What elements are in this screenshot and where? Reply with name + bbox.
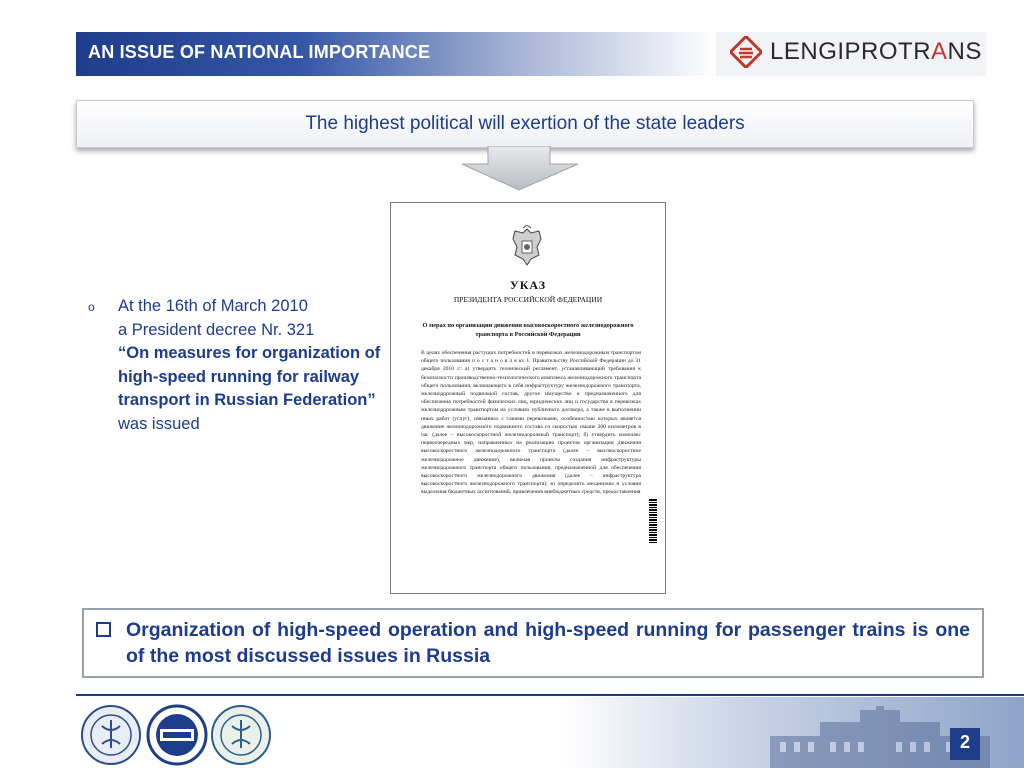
document-heading: О мерах по организации движения высокоскоростного железнодорожного транспорта в Российской Федерации [422, 322, 634, 338]
subtitle-banner [76, 100, 974, 148]
iso-14001-seal-icon [210, 704, 272, 766]
decree-date-line: At the 16th of March 2010 [118, 297, 308, 315]
document-body: В целях обеспечения растущих потребностей в перевозках железнодорожным транспортом общего пользования п о с т а н о в л я ю: 1. Правительству Российской Федерации до 31 декабря 2010 г.: а) утвердить технический регламент, устанавливающий требования к безопасности производственно-технологического комплекса железнодорожного транспорта общего пользования, включающего в себя инфраструктуру железнодорожного транспорта, железнодорожный подвижной состав, другое имущество и предназначенного для обеспечения потребностей физических лиц, юридических лиц и государства в перевозках железнодорожным транспортом на условиях публичного договора, а также в выполнении иных работ (услуг), связанных с такими перевозками, особенностью которых является движение железнодорожного подвижного состава со скоростью свыше 200 километров в час (далее – высокоскоростной железнодорожный транспорт); б) утвердить комплекс первоочередных мер, направленных на реализацию проектов организации движения высокоскоростного железнодорожного транспорта (далее – высокоскоростное железнодорожное движение), включая проекты создания инфраструктуры железнодорожного транспорта общего пользования, предназначенной для обеспечения высокоскоростного железнодорожного движения (далее – инфраструктура высокоскоростного железнодорожного транспорта); в) определить механизмы и условия выделения бюджетных ассигнований, привлечения внебюджетных средств, предоставления [421, 350, 641, 496]
logo-text: LENGIPROTRANS [770, 38, 982, 65]
decree-title: “On measures for organization of high-speed running for railway transport in Russian Federation” [118, 344, 381, 409]
key-statement-text: Organization of high-speed operation and high-speed running for passenger trains is one of the most discussed issues in Russia [126, 619, 970, 667]
slide-title: AN ISSUE OF NATIONAL IMPORTANCE [88, 42, 431, 62]
decree-number-line: a President decree Nr. 321 [118, 320, 315, 339]
down-arrow-icon [460, 146, 580, 192]
decree-tail: was issued [118, 414, 200, 433]
banner-text: The highest political will exertion of the state leaders [305, 113, 745, 134]
decree-description [88, 295, 388, 436]
logo-mark-icon [730, 36, 762, 68]
footer-divider [76, 694, 1024, 696]
document-subtitle: ПРЕЗИДЕНТА РОССИЙСКОЙ ФЕДЕРАЦИИ [453, 295, 603, 304]
bullet-marker: o [88, 300, 95, 314]
iqnet-certified-seal-icon [146, 704, 208, 766]
coat-of-arms-icon [509, 225, 545, 269]
document-title: УКАЗ [509, 278, 547, 292]
iso-9001-seal-icon [80, 704, 142, 766]
company-logo [730, 36, 982, 68]
page-number: 2 [959, 732, 970, 752]
decree-document-image [390, 202, 666, 594]
barcode [649, 499, 657, 543]
checkbox-bullet-icon [96, 622, 111, 637]
decree-title-line [118, 342, 388, 436]
